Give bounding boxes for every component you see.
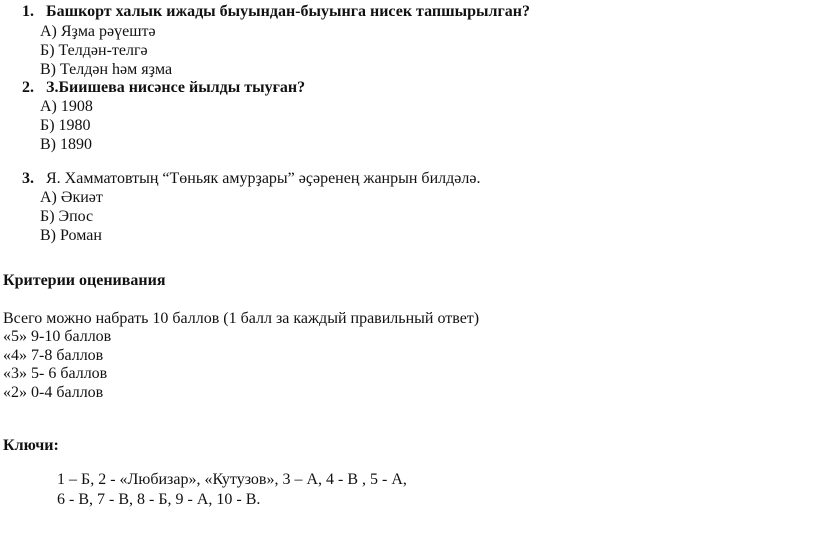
- option-b: Б) 1980: [40, 117, 91, 134]
- option-c: В) Телдән һәм яҙма: [40, 61, 173, 78]
- question-3: [22, 170, 480, 188]
- criteria-line: «5» 9-10 баллов: [3, 328, 112, 345]
- question-number: 2.: [22, 79, 34, 96]
- question-number: 3.: [22, 170, 34, 187]
- criteria-line: «3» 5- 6 баллов: [3, 365, 108, 382]
- option-b: Б) Эпос: [40, 208, 94, 225]
- option-a: А) 1908: [40, 98, 93, 115]
- option-a: А) Әкиәт: [40, 189, 103, 206]
- question-2: [22, 79, 305, 97]
- criteria-line: Всего можно набрать 10 баллов (1 балл за каждый правильный ответ): [3, 310, 480, 327]
- keys-heading: Ключи:: [3, 437, 59, 454]
- criteria-heading: Критерии оценивания: [3, 272, 166, 289]
- keys-line: 6 - В, 7 - В, 8 - Б, 9 - А, 10 - В.: [57, 491, 261, 508]
- question-text: Я. Хамматовтың “Төньяк амурҙары” әҫәренең жанрын билдәлә.: [46, 170, 481, 187]
- option-a: А) Яҙма рәүештә: [40, 23, 156, 40]
- question-1: [22, 3, 530, 21]
- criteria-line: «4» 7-8 баллов: [3, 347, 104, 364]
- option-c: В) Роман: [40, 227, 102, 244]
- keys-line: 1 – Б, 2 - «Любизар», «Кутузов», 3 – А, 4 - В , 5 - А,: [57, 471, 407, 488]
- option-b: Б) Телдән-телгә: [40, 42, 148, 59]
- question-text: З.Биишева нисәнсе йылды тыуған?: [46, 79, 306, 96]
- question-number: 1.: [22, 3, 34, 20]
- option-c: В) 1890: [40, 136, 92, 153]
- question-text: Башкорт халык ижады быуындан-быуынга нисек тапшырылган?: [46, 3, 530, 20]
- criteria-line: «2» 0-4 баллов: [3, 384, 104, 401]
